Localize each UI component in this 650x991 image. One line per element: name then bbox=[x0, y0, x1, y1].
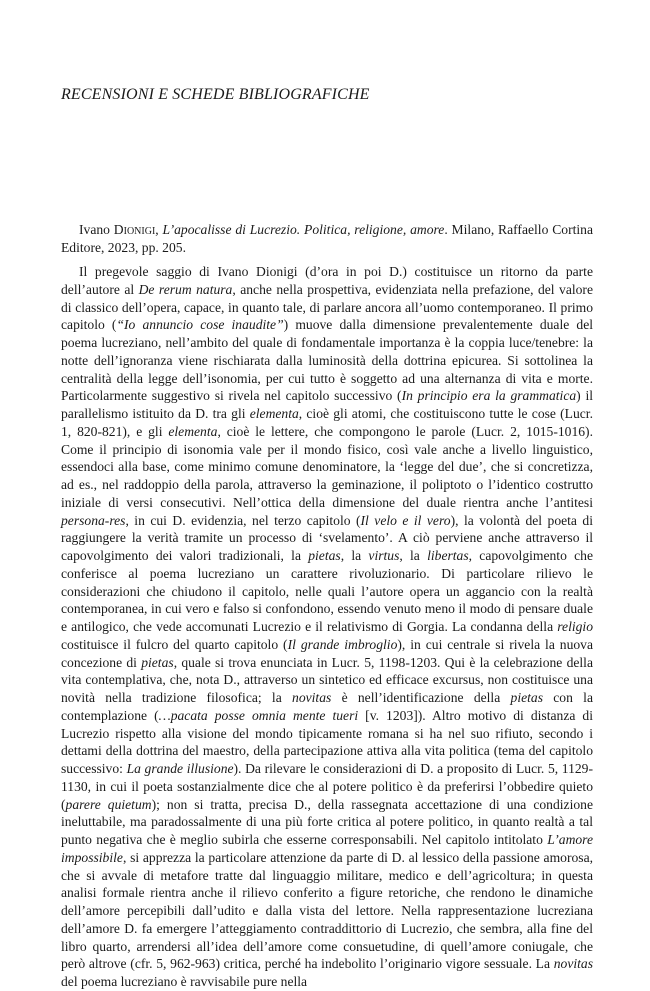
body-text-segment: ), in cui centrale si rivela la nuova concezione di bbox=[61, 636, 594, 670]
body-text-segment: è nell’identificazione della bbox=[331, 690, 511, 705]
body-text-segment: , capovolgimento che conferisce al poema lucreziano un carattere rivoluzionario. Di particolare rilievo le considerazioni che chiudono il capitolo, nelle quali l’autore opera un aggancio con la realtà contemporanea, in cui vero e falso si confondono, essendo venuto meno il modo di pensare duale e antilogico, che vede accomunati Lucrezio e il relativismo di Gorgia. La condanna della bbox=[61, 548, 593, 634]
body-text-segment: ). Da rilevare le considerazioni di D. a proposito di Lucr. 5, 1129-1130, in cui il poeta sostanzialmente dice che al potere politico è da preferirsi l’obbedire quieto ( bbox=[61, 761, 593, 812]
italic-term: elementa bbox=[168, 423, 218, 439]
italic-term: De rerum natura bbox=[138, 281, 233, 297]
italic-term: pietas bbox=[308, 548, 341, 563]
author-last-name: Dionigi bbox=[113, 222, 156, 237]
body-text-segment: , cioè le lettere, che compongono le parole (Lucr. 2, 1015-1016). Come il principio di isonomia vale per il mondo fisico, così vale anche a livello linguistico, essendoci alla base, come minimo comune denominatore, la ‘legge del due’, che si concretizza, ad es., nel raddoppio della parola, attraverso la geminazione, il poliptoto o l’identico costrutto iniziale di versi consecutivi. Nell’ottica della dimensione del duale rientra anche l’antitesi bbox=[61, 423, 593, 510]
italic-term: persona-res bbox=[61, 512, 126, 528]
body-text-segment: , si apprezza la particolare attenzione da parte di D. al lessico della passione amorosa, che si avvale di metafore tratte dal linguaggio militare, medico e dell’agricoltura; in questa analisi formale rientra anche il rilievo conferito a figure retoriche, che rendono le dinamiche dell’amore percepibili dall’udito e dalla vista del lettore. Nella rappresentazione lucreziana dell’amore D. fa emergere l’atteggiamento contraddittorio di Lucrezio, che sembra, alla fine del libro quarto, arrendersi all’idea dell’amore come consuetudine, di quell’amore coniugale, che però altrove (cfr. 5, 962-963) critica, perché ha indebolito l’originario vigore sessuale. La bbox=[61, 849, 593, 972]
entry-separator: , bbox=[155, 222, 163, 237]
author-first-name: Ivano bbox=[79, 222, 114, 237]
body-text-segment: ); non si tratta, precisa D., della rassegnata accettazione di una condizione ineluttabile, ma paradossalmente di una più forte critica al potere politico, in quanto realtà a tal punto negativa che è meglio subirla che esserne corresponsabili. Nel capitolo intitolato bbox=[61, 796, 593, 847]
italic-term: pietas bbox=[141, 654, 174, 670]
italic-term: Il grande imbroglio bbox=[287, 636, 398, 652]
italic-term: novitas bbox=[553, 956, 593, 972]
body-text-segment: del poema lucreziano è ravvisabile pure nella bbox=[61, 974, 308, 989]
italic-term: pietas bbox=[510, 690, 543, 705]
italic-term: virtus bbox=[368, 548, 400, 563]
bibliographic-entry bbox=[61, 221, 593, 257]
body-text-segment: costituisce il fulcro del quarto capitolo ( bbox=[61, 636, 288, 652]
body-text-segment: ) muove dalla dimensione prevalentemente duale del poema lucreziano, nell’ambito del quale di fondamentale importanza è la coppia luce/tenebre: la notte dell’ignoranza viene rischiarata dalla luminosità della dottrina epicurea. Si sottolinea la centralità della legge dell’isonomia, per cui tutto è soggetto ad una alternanza di vita e morte. Particolarmente suggestivo si rivela nel capitolo successivo ( bbox=[61, 317, 594, 404]
body-text-segment: , anche nella prospettiva, evidenziata nella prefazione, del valore di classico dell’opera, capace, in quanto tale, di parlare ancora all’uomo contemporaneo. Il primo capitolo ( bbox=[61, 281, 593, 333]
running-head: RECENSIONI E SCHEDE BIBLIOGRAFICHE bbox=[61, 86, 370, 103]
italic-term: “Io annuncio cose inaudite” bbox=[116, 317, 284, 333]
italic-term: elementa bbox=[249, 406, 299, 421]
italic-term: La grande illusione bbox=[126, 761, 234, 776]
body-text-segment: ) il parallelismo istituito da D. tra gli bbox=[61, 388, 594, 421]
body-text-segment: , cioè gli atomi, che costituiscono tutte le cose (Lucr. 1, 820-821), e gli bbox=[61, 406, 593, 439]
italic-term: …pacata posse omnia mente tueri bbox=[158, 707, 359, 723]
body-text-segment: ), la volontà del poeta di raggiungere la verità tramite un processo di ‘svelamento’. A ciò perviene anche attraverso il capovolgimento dei valori tradizionali, la bbox=[61, 512, 594, 563]
body-text-segment: con la contemplazione ( bbox=[61, 690, 593, 723]
book-title: L’apocalisse di Lucrezio. Politica, religione, amore bbox=[162, 222, 445, 237]
italic-term: parere quietum bbox=[65, 796, 152, 812]
body-text-segment: [v. 1203]). Altro motivo di distanza di Lucrezio rispetto alla visione del mondo tipicamente romana si ha nel suo rifiuto, secondo i dettami della dottrina del maestro, della partecipazione attiva alla vita politica (tema del capitolo successivo: bbox=[61, 707, 593, 776]
body-text-segment: , la bbox=[399, 548, 428, 563]
body-text-segment: , la bbox=[340, 548, 369, 563]
body-text-segment: , in cui D. evidenzia, nel terzo capitolo ( bbox=[125, 512, 361, 528]
publication-details: . Milano, Raffaello Cortina Editore, 2023, pp. 205. bbox=[61, 222, 593, 255]
review-body bbox=[61, 263, 593, 991]
italic-term: religio bbox=[557, 619, 593, 634]
italic-term: libertas bbox=[427, 548, 469, 563]
italic-term: novitas bbox=[292, 690, 332, 705]
body-text-segment: Il pregevole saggio di Ivano Dionigi (d’ora in poi D.) costituisce un ritorno da parte dell’autore al bbox=[61, 264, 593, 297]
italic-term: In principio era la grammatica bbox=[401, 388, 577, 404]
italic-term: Il velo e il vero bbox=[360, 512, 451, 528]
italic-term: L’amore impossibile bbox=[61, 832, 593, 865]
body-text-segment: , quale si trova enunciata in Lucr. 5, 1198-1203. Qui è la celebrazione della vita contemplativa, che, nota D., attraverso un sintetico ed efficace excursus, non costituisce una novità nella tradizione filosofica; la bbox=[61, 654, 593, 705]
